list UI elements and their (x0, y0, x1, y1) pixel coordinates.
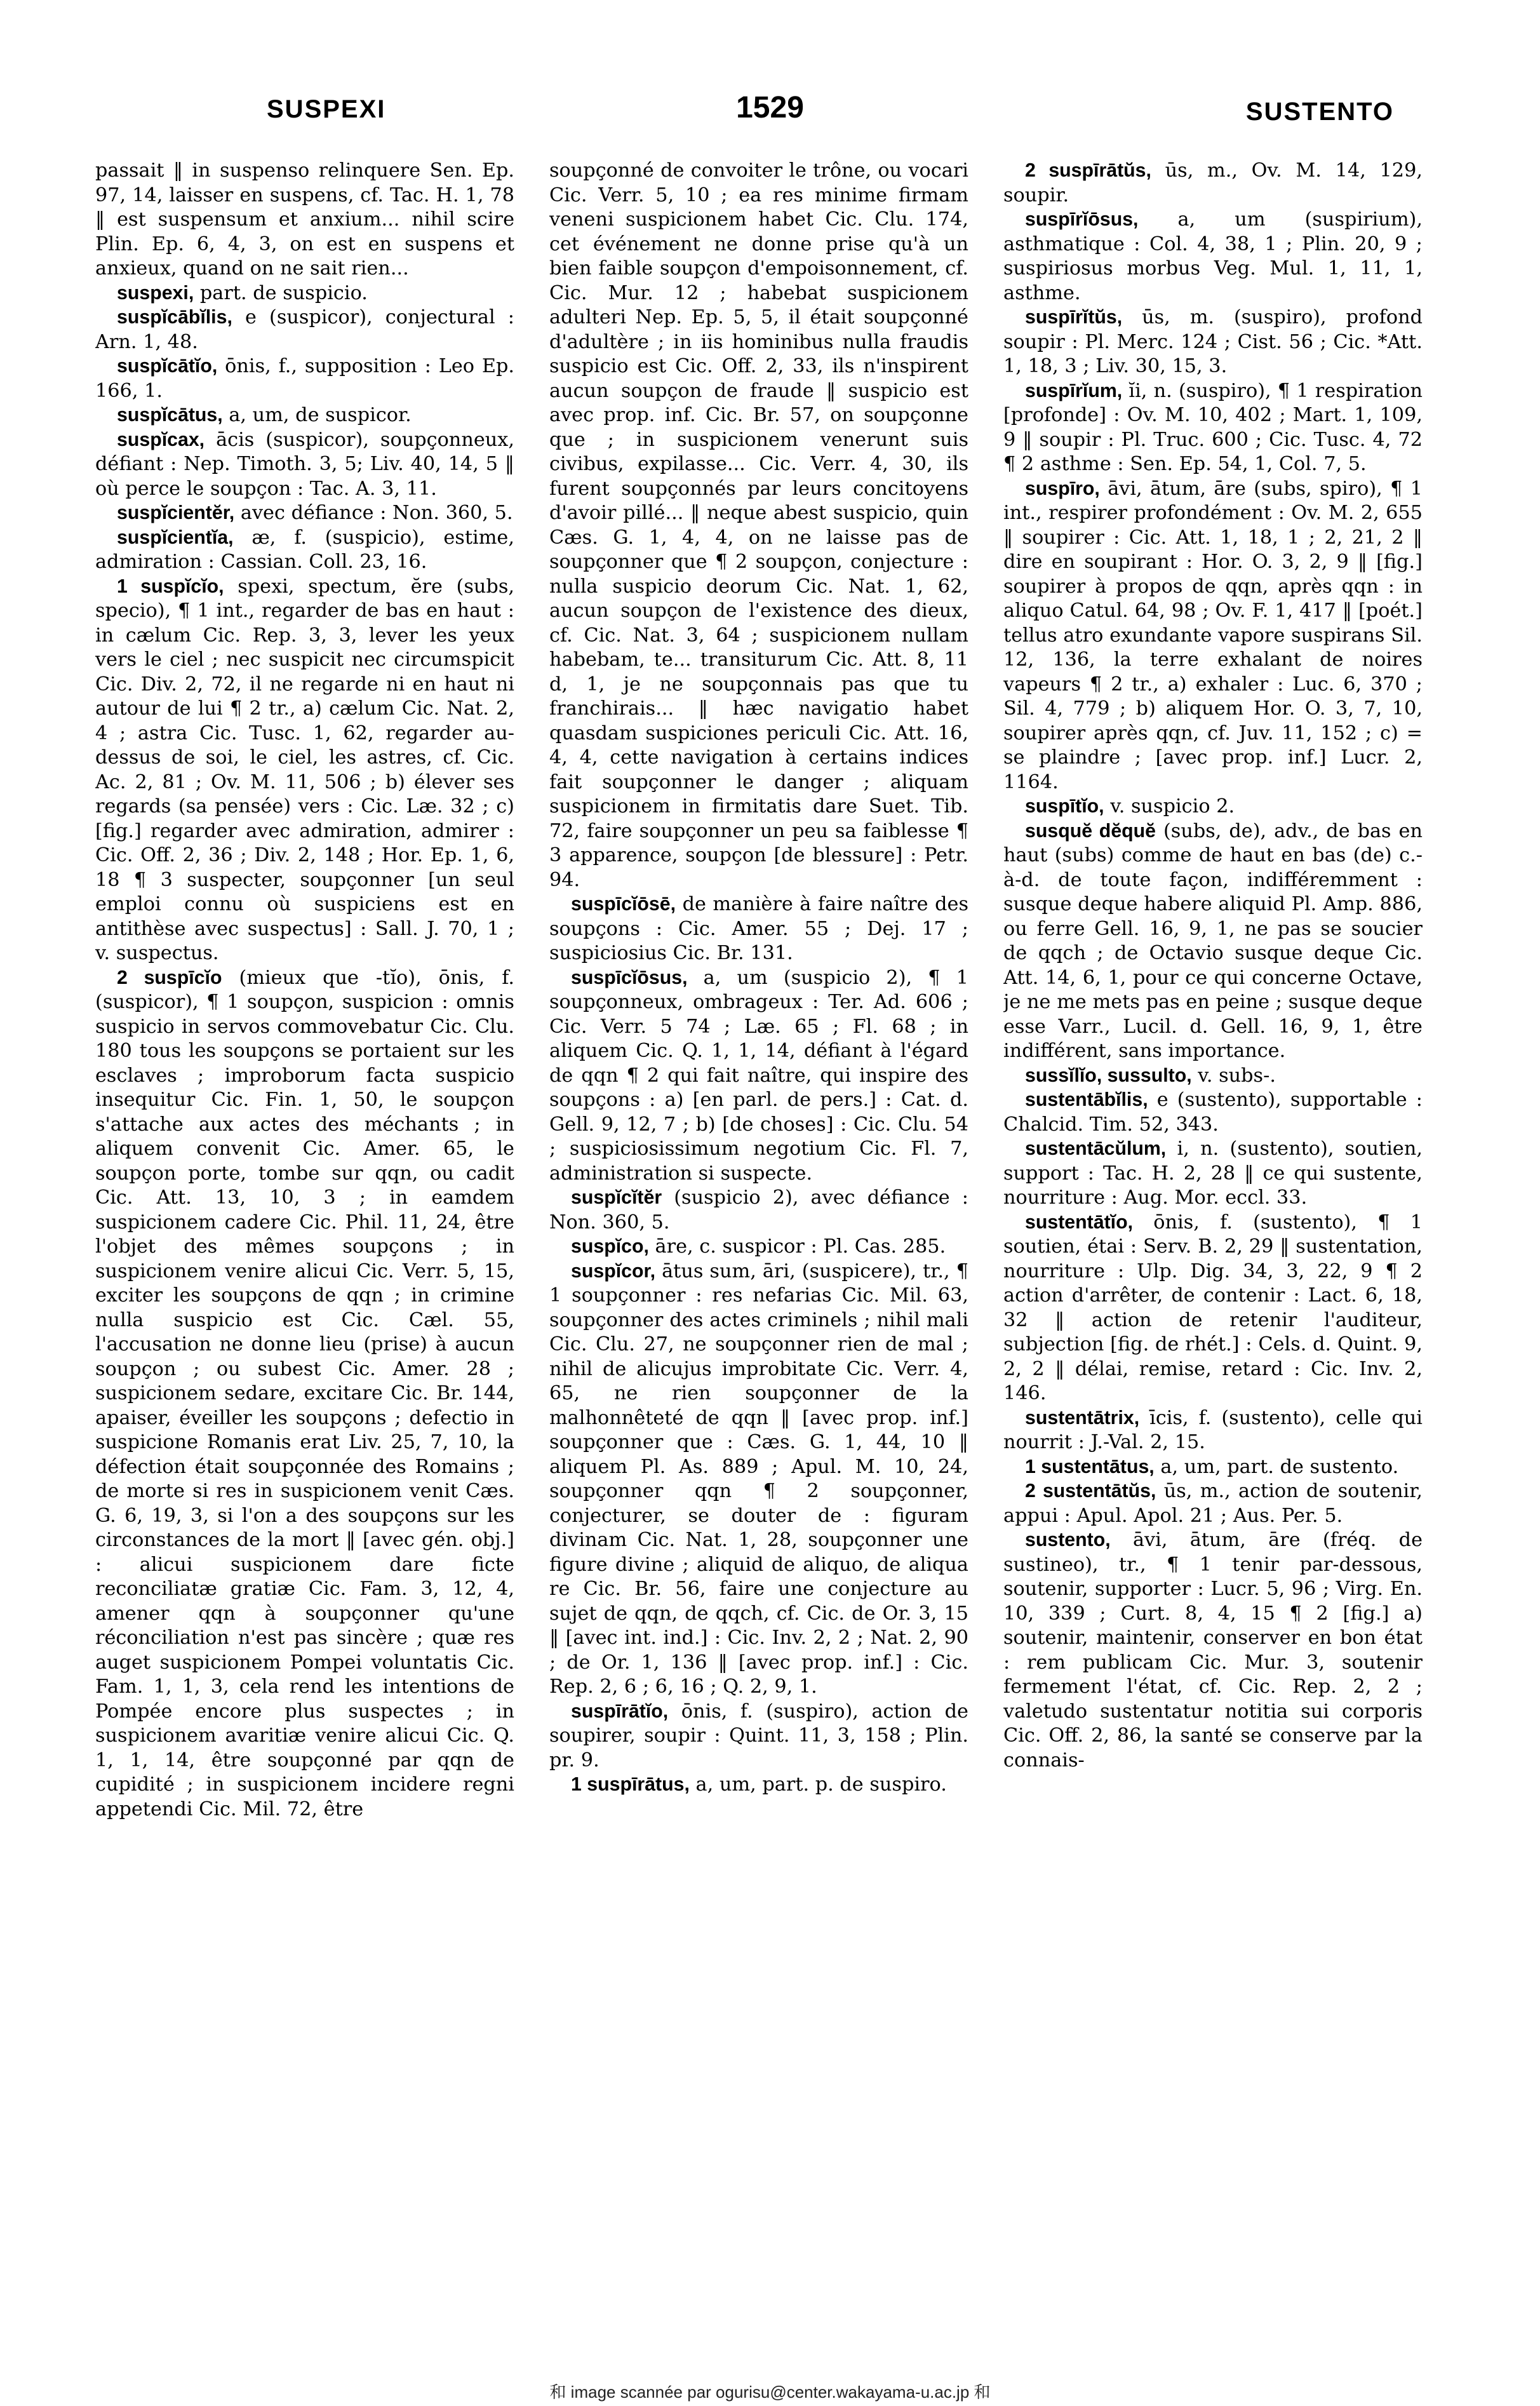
headword: suspīcĭōsē, (571, 894, 676, 915)
dictionary-columns (95, 159, 1423, 2325)
headword: sustentātĭo, (1025, 1211, 1134, 1233)
entry (95, 403, 514, 428)
headword: suspĭcātĭo, (117, 356, 218, 377)
headword: suspīro, (1025, 478, 1100, 499)
entry-text: (mieux que -tĭo), ōnis, f. (suspicor), ¶ 1 soupçon, suspicion : omnis suspicio in servos commovebatur Cic. Clu. 180 tous les soupçons se portaient sur les esclaves ; improborum facta suspicio insequitur Cic. Fin. 1, 50, le soupçon s'attache aux actes des méchants ; in aliquem convenit Cic. Amer. 65, le soupçon porte, tombe sur qqn, ou cadit Cic. Att. 13, 10, 3 ; in eamdem suspicionem cadere Cic. Phil. 11, 24, être l'objet des mêmes soupçons ; in suspicionem venire alicui Cic. Verr. 5, 15, exciter les soupçons de qqn ; in crimine nulla suspicio est Cic. Cæl. 55, l'accusation ne donne lieu (prise) à aucun soupçon ; ou subest Cic. Amer. 28 ; suspicionem sedare, excitare Cic. Br. 144, apaiser, éveiller les soupçons ; defectio in suspicione Romanis erat Liv. 25, 7, 10, la défection était soupçonnée des Romains ; de morte si res in suspicionem venit Cæs. G. 6, 19, 3, si l'on a des soupçons sur les circonstances de la mort ‖ [avec gén. obj.] : alicui suspicionem dare ficte reconciliatæ gratiæ Cic. Fam. 3, 12, 4, amener qqn à soupçonner qu'une réconciliation n'est pas sincère ; quæ res auget suspicionem Pompei voluntatis Cic. Fam. 1, 1, 3, cela rend les intentions de Pompée encore plus suspectes ; in suspicionem avaritiæ venire alicui Cic. Q. 1, 1, 14, être soupçonné par qqn de cupidité ; in suspicionem incidere regni appetendi Cic. Mil. 72, être (95, 966, 514, 1820)
headword: 2 suspīrātŭs, (1025, 160, 1151, 181)
headword: suspĭcĭtĕr (571, 1187, 662, 1208)
headword: sustentābĭlis, (1025, 1089, 1148, 1110)
entry-text: a, um, part. de sustento. (1160, 1455, 1399, 1478)
entry-text: īcis, f. (sustento), celle qui nourrit : J.-Val. 2, 15. (1003, 1406, 1423, 1453)
entry (1003, 159, 1423, 208)
headword: 2 sustentātŭs, (1025, 1481, 1156, 1502)
headword: sustentācŭlum, (1025, 1138, 1167, 1159)
entry (1003, 1455, 1423, 1480)
entry-text: a, um, part. p. de suspiro. (695, 1773, 947, 1796)
entry-text: a, um (suspirium), asthmatique : Col. 4, 38, 1 ; Plin. 20, 9 ; suspiriosus morbus Veg. Mul. 1, 11, 1, asthme. (1003, 208, 1423, 304)
entry-text: ātus sum, āri, (suspicere), tr., ¶ 1 soupçonner : res nefarias Cic. Mil. 63, soupçonner des actes criminels ; nihil mali Cic. Clu. 27, ne soupçonner rien de mal ; nihil de alicujus improbitate Cic. Verr. 4, 65, ne rien soupçonner de la malhonnêteté de qqn ‖ [avec prop. inf.] soupçonner que : Cæs. G. 1, 44, 10 ‖ aliquem Pl. As. 889 ; Apul. M. 10, 24, soupçonner qqn ¶ 2 soupçonner, conjecturer, se douter de : figuram divinam Cic. Nat. 1, 28, soupçonner une figure divine ; aliquid de aliquo, de aliqua re Cic. Br. 56, faire une conjecture au sujet de qqn, de qqch, cf. Cic. de Or. 3, 15 ‖ [avec int. ind.] : Cic. Inv. 2, 2 ; Nat. 2, 90 ; de Or. 1, 136 ‖ [avec prop. inf.] : Cic. Rep. 2, 6 ; 6, 16 ; Q. 2, 9, 1. (549, 1260, 968, 1698)
entry (1003, 1137, 1423, 1211)
entry-text: ūs, m., Ov. M. 14, 129, soupir. (1003, 159, 1423, 206)
entry (95, 966, 514, 1822)
entry-continuation: soupçonné de convoiter le trône, ou vocari Cic. Verr. 5, 10 ; ea res minime firmam veneni suspicionem habet Cic. Clu. 174, cet événement ne donne prise qu'à un bien faible soupçon d'empoisonnement, cf. Cic. Mur. 12 ; habebat suspicionem adulteri Nep. Ep. 5, 5, il était soupçonné d'adultère ; in iis hominibus nulla fraudis suspicio est Cic. Off. 2, 33, ils n'inspirent aucun soupçon de fraude ‖ suspicio est avec prop. inf. Cic. Br. 57, on soupçonne que ; in suspicionem venerunt suis civibus, expilasse... Cic. Verr. 4, 30, ils furent soupçonnés par leurs concitoyens d'avoir pillé... ‖ neque abest suspicio, quin Cæs. G. 1, 4, 4, on ne laisse pas de soupçonner que ¶ 2 soupçon, conjecture : nulla suspicio deorum Cic. Nat. 1, 62, aucun soupçon de l'existence des dieux, cf. Cic. Nat. 3, 64 ; suspicionem nullam habebam, te... transiturum Cic. Att. 8, 11 d, 1, je ne soupçonnais pas que tu franchirais... ‖ hæc navigatio habet quasdam suspiciones periculi Cic. Att. 16, 4, 4, cette navigation à certains indices fait soupçonner le danger ; aliquam suspicionem in firmitatis dare Suet. Tib. 72, faire soupçonner un peu sa faiblesse ¶ 3 apparence, soupçon [de blessure] : Petr. 94. (549, 159, 968, 891)
entry (1003, 819, 1423, 1064)
headword: suspĭcātus, (117, 405, 223, 426)
entry (549, 1260, 968, 1700)
headword: 1 suspīrātus, (571, 1774, 690, 1795)
entry-text: (subs, de), adv., de bas en haut (subs) comme de haut en bas (de) c.-à-d. de toute façon, indifféremment : susque deque habere aliquid Pl. Amp. 886, ou ferre Gell. 16, 9, 1, ne pas se soucier de qqch ; de Octavio susque deque Cic. Att. 14, 6, 1, pour ce qui concerne Octave, je ne me mets pas en peine ; susque deque esse Varr., Lucil. d. Gell. 16, 9, 1, être indifférent, sans importance. (1003, 819, 1423, 1062)
entry-text: ōnis, f. (sustento), ¶ 1 soutien, étai : Serv. B. 2, 29 ‖ sustentation, nourriture : Ulp. Dig. 34, 3, 22, 9 ¶ 2 action d'arrêter, de contenir : Lact. 6, 18, 32 ‖ action de retenir l'auditeur, subjection [fig. de rhét.] : Cels. d. Quint. 9, 2, 2 ‖ délai, remise, retard : Cic. Inv. 2, 146. (1003, 1211, 1423, 1404)
column-3 (1003, 159, 1423, 2325)
page-header (95, 91, 1445, 146)
headword: suspīrātĭo, (571, 1700, 669, 1722)
entry-text: ōnis, f. (suspiro), action de soupirer, soupir : Quint. 11, 3, 158 ; Plin. pr. 9. (549, 1700, 968, 1771)
entry (549, 966, 968, 1186)
scan-credit-footer: 和 image scannée par ogurisu@center.wakayama-u.ac.jp 和 (549, 2382, 991, 2402)
headword: suspīrĭōsus, (1025, 209, 1139, 230)
headword: suspīcĭōsus, (571, 967, 688, 988)
entry (549, 1700, 968, 1773)
page-number: 1529 (736, 91, 804, 124)
entry (1003, 795, 1423, 819)
entry (1003, 306, 1423, 379)
entry-text: part. de suspicio. (199, 281, 368, 304)
headword: suspĭcientĕr, (117, 502, 235, 523)
entry (95, 354, 514, 403)
entry (1003, 1211, 1423, 1406)
entry-text: e (sustento), supportable : Chalcid. Tim. 52, 343. (1003, 1089, 1423, 1136)
entry-text: ācis (suspicor), soupçonneux, défiant : Nep. Timoth. 3, 5; Liv. 40, 14, 5 ‖ où perce le soupçon : Tac. A. 3, 11. (95, 428, 514, 500)
entry-text: a, um (suspicio 2), ¶ 1 soupçonneux, ombrageux : Ter. Ad. 606 ; Cic. Verr. 5 74 ; Læ. 65 ; Fl. 68 ; in aliquem Cic. Q. 1, 1, 14, défiant à l'égard de qqn ¶ 2 qui fait naître, qui inspire des soupçons : a) [en parl. de pers.] : Cat. d. Gell. 9, 12, 7 ; b) [de choses] : Cic. Clu. 54 ; suspiciosissimum negotium Cic. Fl. 7, administration si suspecte. (549, 966, 968, 1185)
headword: suspīrĭum, (1025, 380, 1123, 401)
entry (95, 526, 514, 575)
entry-text: v. suspicio 2. (1110, 795, 1235, 817)
headword: suspĭcientĭa, (117, 527, 234, 548)
headword: susquĕ dĕquĕ (1025, 820, 1156, 842)
headword: suspĭcor, (571, 1260, 656, 1282)
entry (1003, 477, 1423, 795)
headword: 2 suspīcĭo (117, 967, 222, 988)
entry-text: de manière à faire naître des soupçons : Cic. Amer. 55 ; Dej. 17 ; suspiciosius Cic. Br. 131. (549, 893, 968, 964)
headword: sustento, (1025, 1529, 1111, 1550)
entry (95, 306, 514, 354)
entry-text: avec défiance : Non. 360, 5. (240, 502, 513, 524)
headword: sussĭlĭo, sussulto, (1025, 1065, 1192, 1086)
headword: suspītĭo, (1025, 796, 1104, 817)
column-1 (95, 159, 514, 2325)
entry-text: æ, f. (suspicio), estime, admiration : Cassian. Coll. 23, 16. (95, 526, 514, 573)
entry-text: a, um, de suspicor. (229, 404, 412, 426)
entry-text: ūs, m. (suspiro), profond soupir : Pl. Merc. 124 ; Cist. 56 ; Cic. *Att. 1, 18, 3 ; Liv. 30, 15, 3. (1003, 306, 1423, 377)
headword: suspĭcābĭlis, (117, 307, 232, 328)
headword: suspĭcax, (117, 429, 205, 450)
entry (95, 575, 514, 966)
entry (1003, 379, 1423, 477)
entry (549, 1186, 968, 1235)
entry-text: ōnis, f., supposition : Leo Ep. 166, 1. (95, 355, 514, 402)
entry-text: ĭi, n. (suspiro), ¶ 1 respiration [profonde] : Ov. M. 10, 402 ; Mart. 1, 109, 9 ‖ soupir : Pl. Truc. 600 ; Cic. Tusc. 4, 72 ¶ 2 asthme : Sen. Ep. 54, 1, Col. 7, 5. (1003, 379, 1423, 475)
entry (549, 1235, 968, 1260)
left-guide-word: SUSPEXI (267, 95, 386, 123)
entry (1003, 1088, 1423, 1137)
headword: suspĭco, (571, 1236, 649, 1257)
entry-text: āvi, ātum, āre (subs, spiro), ¶ 1 int., respirer profondément : Ov. M. 2, 655 ‖ soupirer : Cic. Att. 1, 18, 1 ; 2, 21, 2 ‖ dire en soupirant : Hor. O. 3, 2, 9 ‖ [fig.] soupirer à propos de qqn, après qqn : in aliquo Catul. 64, 98 ; Ov. F. 1, 417 ‖ [poét.] tellus atro exundante vapore suspirans Sil. 12, 136, la terre exhalant de noires vapeurs ¶ 2 tr., a) exhaler : Luc. 6, 370 ; Sil. 4, 779 ; b) aliquem Hor. O. 3, 7, 10, soupirer après qqn, cf. Juv. 11, 152 ; c) = se plaindre ; [avec prop. inf.] Lucr. 2, 1164. (1003, 477, 1423, 793)
entry-text: (suspicio 2), avec défiance : Non. 360, 5. (549, 1186, 968, 1233)
entry-text: āre, c. suspicor : Pl. Cas. 285. (655, 1235, 946, 1258)
entry (95, 281, 514, 306)
entry (1003, 208, 1423, 306)
right-guide-word: SUSTENTO (1245, 98, 1394, 126)
headword: 1 sustentātus, (1025, 1456, 1155, 1477)
headword: suspexi, (117, 282, 194, 304)
entry-text: ūs, m., action de soutenir, appui : Apul. Apol. 21 ; Aus. Per. 5. (1003, 1480, 1423, 1527)
entry (95, 501, 514, 526)
entry-continuation: passait ‖ in suspenso relinquere Sen. Ep. 97, 14, laisser en suspens, cf. Tac. H. 1, 78 ‖ est suspensum et anxium... nihil scire Plin. Ep. 6, 4, 3, on est en suspens et anxieux, quand on ne sait rien... (95, 159, 514, 279)
entry (1003, 1064, 1423, 1089)
entry (95, 428, 514, 502)
entry-text: i, n. (sustento), soutien, support : Tac. H. 2, 28 ‖ ce qui sustente, nourriture : Aug. Mor. eccl. 33. (1003, 1138, 1423, 1209)
headword: suspīrĭtŭs, (1025, 307, 1123, 328)
entry-text: spexi, spectum, ĕre (subs, specio), ¶ 1 int., regarder de bas en haut : in cælum Cic. Rep. 3, 3, lever les yeux vers le ciel ; nec suspicit nec circumspicit Cic. Div. 2, 72, il ne regarde ni en haut ni autour de lui ¶ 2 tr., a) cælum Cic. Nat. 2, 4 ; astra Cic. Tusc. 1, 62, regarder au-dessus de soi, le ciel, les astres, cf. Cic. Ac. 2, 81 ; Ov. M. 11, 506 ; b) élever ses regards (sa pensée) vers : Cic. Læ. 32 ; c) [fig.] regarder avec admiration, admirer : Cic. Off. 2, 36 ; Div. 2, 148 ; Hor. Ep. 1, 6, 18 ¶ 3 suspecter, soupçonner [un seul emploi connu où suspiciens est en antithèse avec suspectus] : Sall. J. 70, 1 ; v. suspectus. (95, 575, 514, 964)
entry-text: v. subs-. (1198, 1064, 1276, 1087)
headword: sustentātrix, (1025, 1407, 1140, 1428)
headword: 1 suspĭcĭo, (117, 575, 224, 597)
entry (549, 892, 968, 966)
entry (1003, 1406, 1423, 1455)
column-2 (549, 159, 968, 2325)
entry (549, 1773, 968, 1798)
entry (1003, 1479, 1423, 1528)
entry-text: āvi, ātum, āre (fréq. de sustineo), tr., ¶ 1 tenir par-dessous, soutenir, supporter : Lucr. 5, 96 ; Virg. En. 10, 339 ; Curt. 8, 4, 15 ¶ 2 [fig.] a) soutenir, maintenir, conserver en bon état : rem publicam Cic. Mur. 3, soutenir fermement l'état, cf. Cic. Rep. 2, 2 ; valetudo sustentatur notitia sui corporis Cic. Off. 2, 86, la santé se conserve par la connais- (1003, 1529, 1423, 1771)
entry-text: e (suspicor), conjectural : Arn. 1, 48. (95, 306, 514, 353)
entry (1003, 1528, 1423, 1773)
